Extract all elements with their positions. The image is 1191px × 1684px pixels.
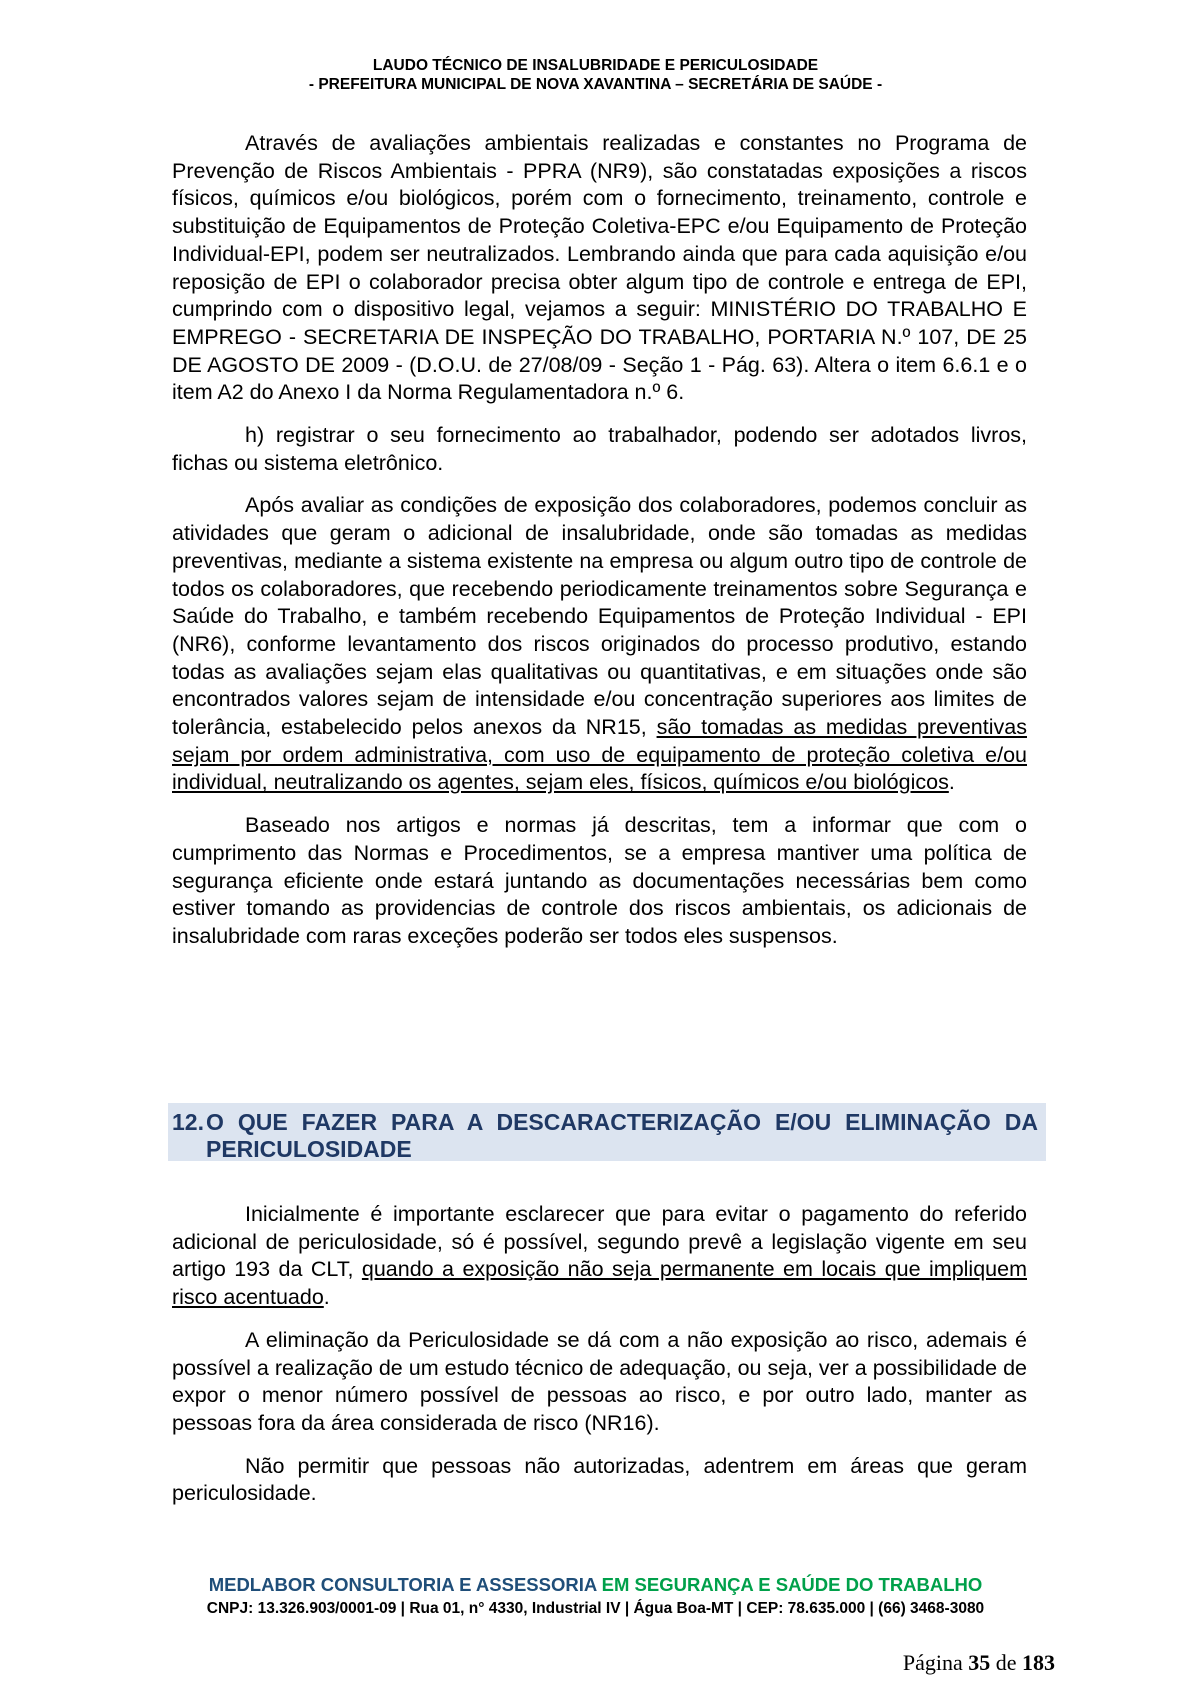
paragraph-initially-text: Inicialmente é importante esclarecer que para evitar o pagamento do referido adicional de periculosidade, só é possível, segundo prevê a legislação vigente em seu artigo 193 da CLT, [172, 1202, 1027, 1282]
section-heading [168, 1103, 1046, 1161]
page-label: Página [902, 1650, 963, 1675]
paragraph-elimination: A eliminação da Periculosidade se dá com a não exposição ao risco, ademais é possível a realização de um estudo técnico de adequação, ou seja, ver a possibilidade de expor o menor número possível de pessoas ao risco, e por outro lado, manter as pessoas fora da área considerada de risco (NR16). [172, 1327, 1027, 1435]
paragraph-not-allow: Não permitir que pessoas não autorizadas, adentrem em áreas que geram periculosidade. [172, 1453, 1027, 1506]
document-header [0, 56, 1191, 94]
paragraph-conclusion-underlined: são tomadas as medidas preventivas sejam por ordem administrativa, com uso de equipamento de proteção coletiva e/ou individual, neutralizando os agentes, sejam eles, físicos, químicos e/ou biológicos [172, 715, 1027, 795]
footer-address: CNPJ: 13.326.903/0001-09 | Rua 01, n° 4330, Industrial IV | Água Boa-MT | CEP: 78.635.000 | (66) 3468-3080 [206, 1600, 985, 1617]
footer-company-name: MEDLABOR CONSULTORIA E ASSESSORIA [208, 1574, 597, 1595]
paragraph-ppra: Através de avaliações ambientais realizadas e constantes no Programa de Prevenção de Riscos Ambientais - PPRA (NR9), são constatadas exposições a riscos físicos, químicos e/ou biológicos, porém com o fornecimento, treinamento, controle e substituição de Equipamentos de Proteção Coletiva-EPC e/ou Equipamento de Proteção Individual-EPI, podem ser neutralizados. Lembrando ainda que para cada aquisição e/ou reposição de EPI o colaborador precisa obter algum tipo de controle e entrega de EPI, cumprindo com o dispositivo legal, vejamos a seguir: MINISTÉRIO DO TRABALHO E EMPREGO - SECRETARIA DE INSPEÇÃO DO TRABALHO, PORTARIA N.º 107, DE 25 DE AGOSTO DE 2009 - (D.O.U. de 27/08/09 - Seção 1 - Pág. 63). Altera o item 6.6.1 e o item A2 do Anexo I da Norma Regulamentadora n.º 6. [172, 131, 1027, 405]
paragraph-item-h: h) registrar o seu fornecimento ao trabalhador, podendo ser adotados livros, fichas ou sistema eletrônico. [172, 423, 1027, 475]
paragraph-initially-end: . [323, 1285, 330, 1310]
page-number [903, 1650, 1055, 1676]
paragraph-conclusion [172, 492, 1027, 797]
paragraph-based-on: Baseado nos artigos e normas já descritas, tem a informar que com o cumprimento das Normas e Procedimentos, se a empresa mantiver uma política de segurança eficiente onde estará juntando as documentações necessárias bem como estiver tomando as providencias de controle dos riscos ambientais, os adicionais de insalubridade com raras exceções poderão ser todos eles suspensos. [172, 813, 1027, 948]
footer-company-tagline: EM SEGURANÇA E SAÚDE DO TRABALHO [601, 1574, 983, 1595]
section-title: O QUE FAZER PARA A DESCARACTERIZAÇÃO E/OU ELIMINAÇÃO DA PERICULOSIDADE [206, 1109, 1038, 1162]
paragraph-conclusion-end: . [948, 770, 955, 795]
header-subtitle: - PREFEITURA MUNICIPAL DE NOVA XAVANTINA – SECRETÁRIA DE SAÚDE - [308, 76, 883, 93]
section-content [172, 1201, 1027, 1523]
header-title: LAUDO TÉCNICO DE INSALUBRIDADE E PERICULOSIDADE [372, 57, 819, 74]
page-total: 183 [1022, 1650, 1055, 1675]
paragraph-initially-underlined: quando a exposição não seja permanente em locais que impliquem risco acentuado [172, 1257, 1027, 1310]
section-number: 12. [172, 1109, 204, 1135]
paragraph-conclusion-text: Após avaliar as condições de exposição dos colaboradores, podemos concluir as atividades que geram o adicional de insalubridade, onde são tomadas as medidas preventivas, mediante a sistema existente na empresa ou algum outro tipo de controle de todos os colaboradores, que recebendo periodicamente treinamentos sobre Segurança e Saúde do Trabalho, e também recebendo Equipamentos de Proteção Individual - EPI (NR6), conforme levantamento dos riscos originados do processo produtivo, estando todas as avaliações sejam elas qualitativas ou quantitativas, e em situações onde são encontrados valores sejam de intensidade e/ou concentração superiores aos limites de tolerância, estabelecido pelos anexos da NR15, [172, 493, 1027, 740]
body-content [172, 130, 1027, 966]
paragraph-initially [172, 1201, 1027, 1312]
page-separator: de [995, 1650, 1017, 1675]
footer-company [0, 1574, 1191, 1596]
page-current: 35 [968, 1650, 991, 1675]
